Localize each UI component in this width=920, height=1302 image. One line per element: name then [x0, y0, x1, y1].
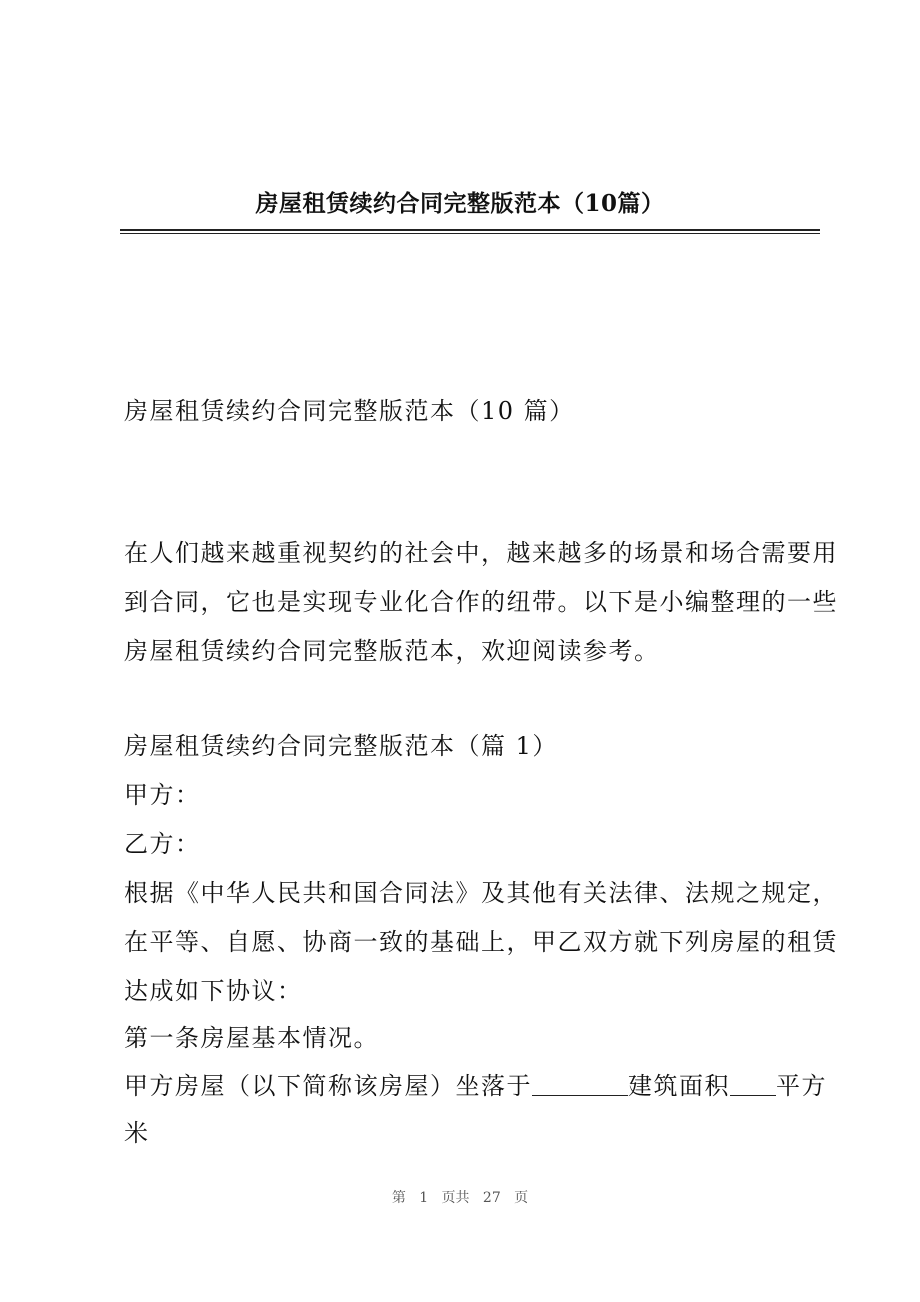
- party-a-label: 甲方：: [124, 781, 201, 809]
- house-line-text: 平方: [776, 1072, 827, 1100]
- location-blank: [532, 1071, 628, 1096]
- section-title: 房屋租赁续约合同完整版范本（篇 1）: [124, 732, 558, 760]
- article-1-heading: 第一条房屋基本情况。: [124, 1024, 379, 1052]
- document-title: 房屋租赁续约合同完整版范本（10篇）: [255, 190, 665, 217]
- footer-page-number: 1: [419, 1190, 429, 1206]
- house-line-text: 建筑面积: [628, 1072, 730, 1100]
- house-line-continuation: 米: [124, 1119, 150, 1147]
- party-b-label: 乙方：: [124, 830, 201, 858]
- footer-page-of: 页共: [441, 1190, 470, 1206]
- basis-line: 达成如下协议：: [124, 977, 303, 1005]
- title-rule-thin: [120, 233, 820, 234]
- footer-page-total: 27: [482, 1190, 501, 1206]
- footer-page-label: 第: [391, 1190, 406, 1206]
- page-footer: [0, 1187, 920, 1207]
- intro-line: 在人们越来越重视契约的社会中，越来越多的场景和场合需要用: [124, 539, 838, 567]
- house-line-text: 甲方房屋（以下简称该房屋）坐落于: [124, 1072, 532, 1100]
- subtitle: 房屋租赁续约合同完整版范本（10 篇）: [124, 397, 575, 425]
- footer-page-unit: 页: [514, 1190, 529, 1206]
- basis-line: 根据《中华人民共和国合同法》及其他有关法律、法规之规定，: [124, 879, 838, 907]
- house-location-line: [124, 1069, 827, 1103]
- title-rule-thick: [120, 229, 820, 231]
- intro-line: 房屋租赁续约合同完整版范本，欢迎阅读参考。: [124, 637, 660, 665]
- area-blank: [730, 1071, 776, 1096]
- intro-line: 到合同，它也是实现专业化合作的纽带。以下是小编整理的一些: [124, 588, 838, 616]
- basis-line: 在平等、自愿、协商一致的基础上，甲乙双方就下列房屋的租赁: [124, 928, 838, 956]
